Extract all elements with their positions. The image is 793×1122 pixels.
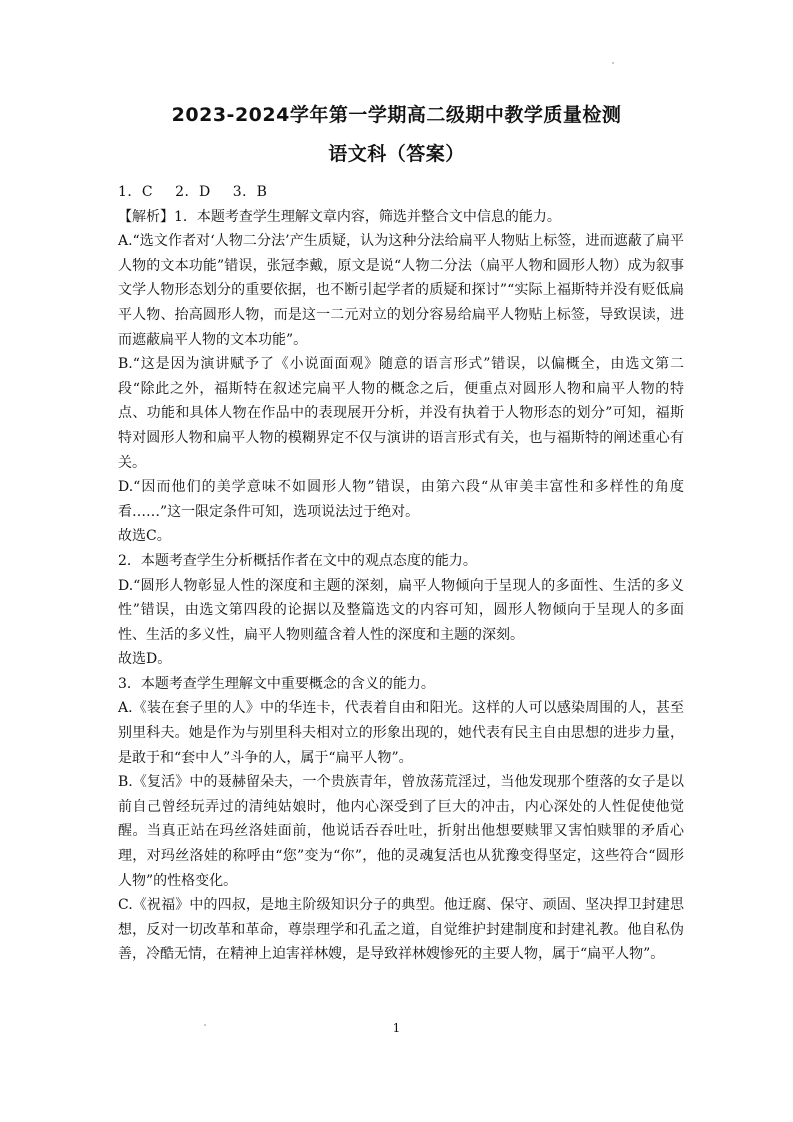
answer-key bbox=[118, 180, 684, 205]
analysis-q1-option-d: D.“因而他们的美学意味不如圆形人物”错误，由第六段“从审美丰富性和多样性的角度看……”这一限定条件可知，选项说法过于绝对。 bbox=[118, 479, 684, 520]
analysis-q3-option-a: A.《装在套子里的人》中的华连卡，代表着自由和阳光。这样的人可以感染周围的人，甚至别里科夫。她是作为与别里科夫相对立的形象出现的，她代表有民主自由思想的进步力量，是敢于和“套中人”斗争的人，属于“扁平人物”。 bbox=[118, 700, 684, 766]
scan-dot bbox=[612, 62, 614, 64]
answer-1: 1．C bbox=[118, 184, 154, 200]
answer-2: 2．D bbox=[175, 184, 211, 200]
analysis-q2-option-d: D.“圆形人物彰显人性的深度和主题的深刻，扁平人物倾向于呈现人的多面性、生活的多义性”错误，由选文第四段的论据以及整篇选文的内容可知，圆形人物倾向于呈现人的多面性、生活的多义性，扁平人物则蕴含着人性的深度和主题的深刻。 bbox=[118, 577, 684, 643]
analysis-q2-heading: 2．本题考查学生分析概括作者在文中的观点态度的能力。 bbox=[118, 552, 477, 569]
analysis-q1-option-b: B.“这是因为演讲赋予了《小说面面观》随意的语言形式”错误，以偏概全，由选文第二段“除此之外，福斯特在叙述完扁平人物的概念之后，便重点对圆形人物和扁平人物的特点、功能和具体人物在作品中的表现展开分析，并没有执着于人物形态的划分”可知，福斯特对圆形人物和扁平人物的模糊界定不仅与演讲的语言形式有关，也与福斯特的阐述重心有关。 bbox=[118, 356, 684, 471]
page-number: 1 bbox=[392, 1021, 401, 1035]
analysis-q2-conclusion: 故选D。 bbox=[118, 651, 172, 668]
analysis-q3-heading: 3．本题考查学生理解文中重要概念的含义的能力。 bbox=[118, 675, 435, 692]
document-subtitle: 语文科（答案） bbox=[328, 143, 465, 165]
analysis-q1-heading: 【解析】1．本题考查学生理解文章内容，筛选并整合文中信息的能力。 bbox=[118, 208, 561, 225]
analysis-q1-option-a: A.“选文作者对‘人物二分法’产生质疑，认为这种分法给扁平人物贴上标签，进而遮蔽了扁平人物的文本功能”错误，张冠李戴，原文是说“人物二分法（扁平人物和圆形人物）成为叙事文学人物形态划分的重要依据，也不断引起学者的质疑和探讨”“实际上福斯特并没有贬低扁平人物、抬高圆形人物，而是这一二元对立的划分容易给扁平人物贴上标签，导致误读，进而遮蔽扁平人物的文本功能”。 bbox=[118, 233, 684, 348]
document-title: 2023-2024学年第一学期高二级期中教学质量检测 bbox=[171, 104, 622, 126]
answer-3: 3．B bbox=[232, 184, 268, 200]
analysis-q3-option-c: C.《祝福》中的四叔，是地主阶级知识分子的典型。他迂腐、保守、顽固、坚决捍卫封建思想，反对一切改革和革命，尊崇理学和孔孟之道，自觉维护封建制度和封建礼教。他自私伪善，冷酷无情，在精神上迫害祥林嫂，是导致祥林嫂惨死的主要人物，属于“扁平人物”。 bbox=[118, 897, 684, 963]
analysis-q1-conclusion: 故选C。 bbox=[118, 528, 171, 545]
analysis-q3-option-b: B.《复活》中的聂赫留朵夫，一个贵族青年，曾放荡荒淫过，当他发现那个堕落的女子是以前自己曾经玩弄过的清纯姑娘时，他内心深受到了巨大的冲击，内心深处的人性促使他觉醒。当真正站在玛丝洛娃面前，他说话吞吞吐吐，折射出他想要赎罪又害怕赎罪的矛盾心理，对玛丝洛娃的称呼由“您”变为“你”，他的灵魂复活也从犹豫变得坚定，这些符合“圆形人物”的性格变化。 bbox=[118, 774, 684, 889]
answer-body bbox=[118, 180, 684, 967]
